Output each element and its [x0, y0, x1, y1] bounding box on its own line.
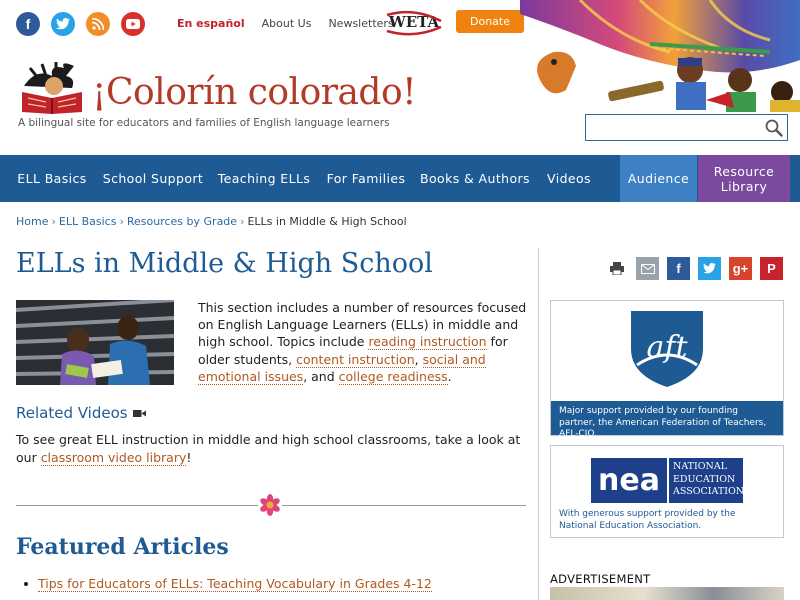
rss-waves-icon [92, 18, 104, 30]
breadcrumb-current: ELLs in Middle & High School [247, 215, 407, 228]
search-box [585, 114, 788, 141]
featured-articles-list [24, 576, 432, 592]
donate-button[interactable]: Donate [456, 10, 524, 33]
nea-logo-mark: nea [591, 458, 667, 503]
advertisement-banner[interactable] [550, 587, 784, 600]
nea-logo-name [669, 458, 743, 503]
site-header [0, 0, 800, 155]
share-google-plus-icon[interactable]: g+ [729, 257, 752, 280]
video-camera-icon [133, 409, 146, 418]
site-tagline: A bilingual site for educators and families of English language learners [18, 117, 390, 129]
twitter-bird-icon [703, 263, 716, 274]
intro-text: . [447, 368, 452, 384]
nav-for-families[interactable]: For Families [326, 171, 406, 186]
nea-caption: With generous support provided by the National Education Association. [551, 504, 783, 537]
nea-name-line: EDUCATION [673, 473, 736, 485]
about-us-link[interactable]: About Us [261, 17, 312, 30]
reading-instruction-link[interactable]: reading instruction [368, 334, 487, 350]
nav-books-authors[interactable]: Books & Authors [420, 171, 530, 186]
nea-logo [591, 458, 743, 503]
intro-text: for older students, [198, 334, 508, 367]
twitter-bird-icon [56, 18, 70, 30]
share-pinterest-icon[interactable]: P [760, 257, 783, 280]
related-text: To see great ELL instruction in middle and high school classrooms, take a look at our [16, 432, 521, 465]
print-icon[interactable] [605, 257, 628, 280]
students-reading-photo [16, 300, 174, 385]
aft-shield-logo [627, 309, 707, 389]
related-videos-heading [16, 404, 146, 422]
social-emotional-link[interactable]: social and emotional issues [198, 351, 486, 384]
espanol-link[interactable]: En español [177, 17, 245, 30]
youtube-icon[interactable] [121, 12, 145, 36]
aft-logo-text: aft [646, 330, 688, 365]
related-videos-text [16, 431, 531, 467]
sidebar-divider [538, 248, 539, 600]
flower-ornament-icon [258, 493, 282, 517]
search-icon[interactable] [765, 119, 783, 137]
page-title: ELLs in Middle & High School [16, 248, 433, 279]
breadcrumb-home[interactable]: Home [16, 215, 49, 228]
related-videos-title: Related Videos [16, 404, 128, 422]
email-icon[interactable] [636, 257, 659, 280]
breadcrumb [16, 215, 407, 228]
rss-icon[interactable] [86, 12, 110, 36]
related-text-end: ! [186, 450, 192, 465]
nea-name-line: ASSOCIATION [673, 486, 745, 497]
nav-resource-line2: Library [720, 178, 768, 194]
aft-caption: Major support provided by our founding partner, the American Federation of Teachers, AFL-CIO. [551, 401, 783, 435]
twitter-icon[interactable] [51, 12, 75, 36]
printer-icon [610, 262, 624, 275]
college-readiness-link[interactable]: college readiness [338, 368, 448, 384]
nav-audience[interactable]: Audience [620, 155, 697, 202]
nav-resource-line1: Resource [713, 163, 775, 179]
list-bullet [24, 582, 28, 586]
share-facebook-icon[interactable]: f [667, 257, 690, 280]
site-logo-text[interactable]: ¡Colorín colorado! [92, 72, 417, 113]
nav-teaching-ells[interactable]: Teaching ELLs [217, 171, 311, 186]
nea-sponsor-box[interactable] [550, 445, 784, 538]
nav-ell-basics[interactable]: ELL Basics [17, 171, 87, 186]
featured-articles-heading: Featured Articles [16, 534, 229, 560]
search-input[interactable] [586, 115, 756, 140]
intro-paragraph [198, 299, 528, 385]
nav-resource-library[interactable] [698, 155, 790, 202]
intro-text: , and [303, 368, 339, 384]
youtube-play-icon [126, 19, 140, 29]
breadcrumb-separator: › [240, 215, 245, 228]
weta-logo[interactable] [383, 9, 445, 37]
intro-text: This section includes a number of resources focused on English Language Learners (ELLs) in middle and high school. Topics include [198, 300, 527, 350]
newsletters-link[interactable]: Newsletters [328, 17, 394, 30]
colorin-colorado-logo-icon[interactable] [16, 62, 88, 114]
content-instruction-link[interactable]: content instruction [296, 351, 415, 367]
social-links [16, 12, 145, 36]
share-toolbar [605, 257, 783, 280]
list-item [24, 576, 432, 592]
classroom-video-library-link[interactable]: classroom video library [40, 450, 187, 465]
intro-text: , [414, 351, 423, 367]
breadcrumb-separator: › [51, 215, 56, 228]
breadcrumb-separator: › [119, 215, 124, 228]
facebook-icon[interactable]: f [16, 12, 40, 36]
header-illustration [520, 0, 800, 112]
nea-name-line: NATIONAL [673, 461, 728, 472]
breadcrumb-resources-by-grade[interactable]: Resources by Grade [126, 215, 238, 228]
top-links [177, 17, 394, 30]
featured-article-link[interactable]: Tips for Educators of ELLs: Teaching Vocabulary in Grades 4-12 [38, 576, 432, 591]
main-navigation [0, 155, 800, 202]
share-twitter-icon[interactable] [698, 257, 721, 280]
nav-videos[interactable]: Videos [547, 171, 591, 186]
nav-school-support[interactable]: School Support [102, 171, 204, 186]
advertisement-label: ADVERTISEMENT [550, 572, 651, 586]
weta-logo-text: WETA [388, 13, 440, 31]
breadcrumb-ell-basics[interactable]: ELL Basics [58, 215, 117, 228]
envelope-icon [641, 264, 655, 274]
aft-sponsor-box[interactable] [550, 300, 784, 439]
